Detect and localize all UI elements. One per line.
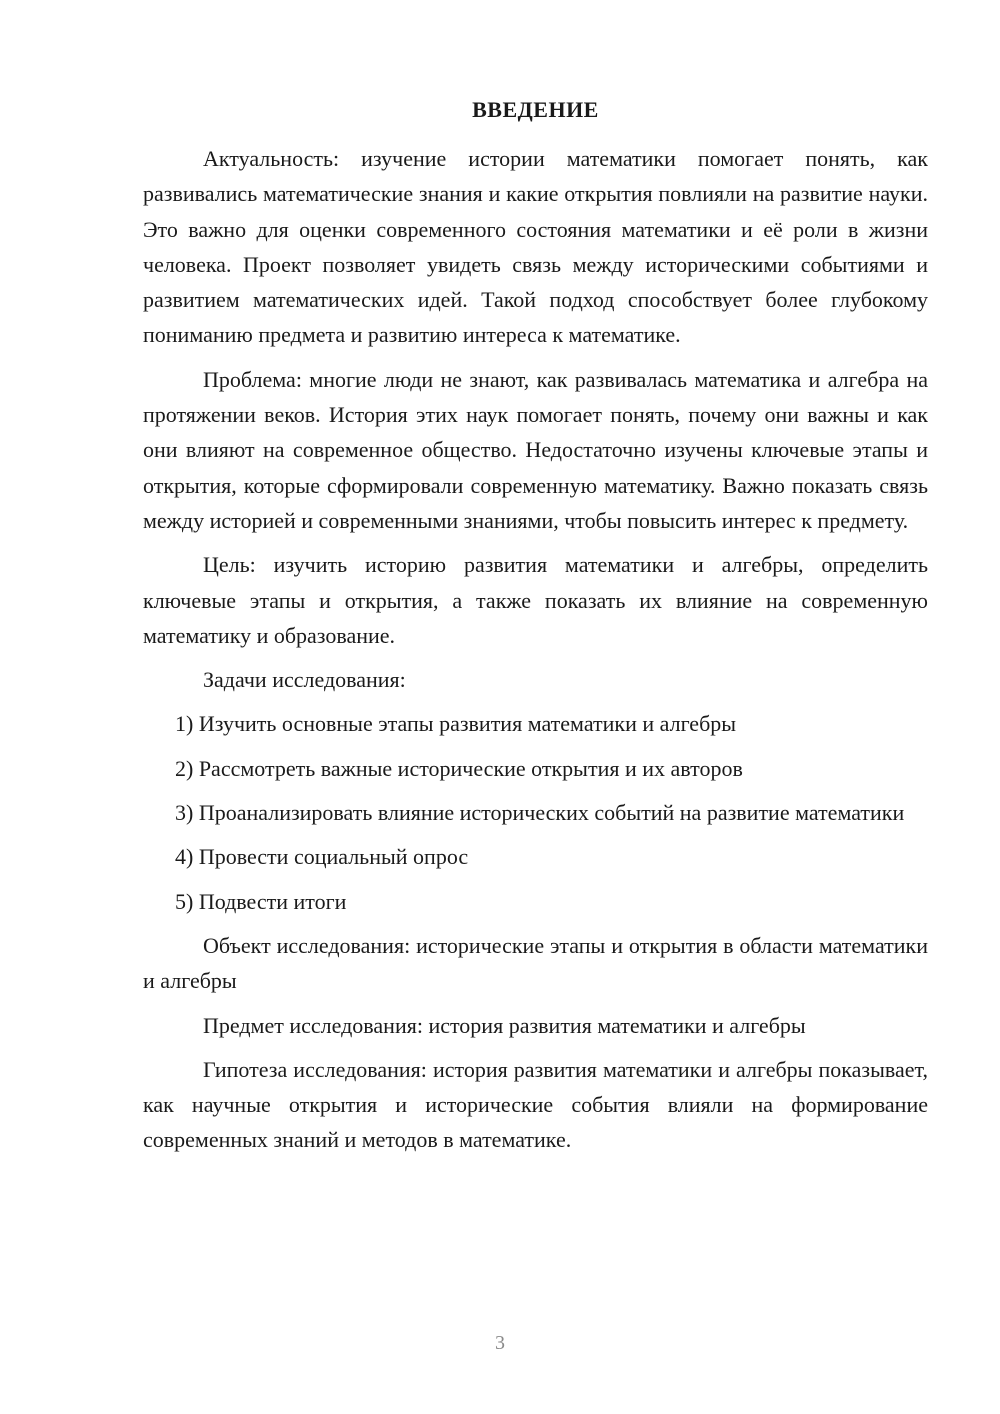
- paragraph-object: Объект исследования: исторические этапы и открытия в области математики и алгебры: [143, 932, 928, 994]
- task-item: 4) Провести социальный опрос: [175, 844, 469, 870]
- task-item: 3) Проанализировать влияние исторических событий на развитие математики: [175, 800, 905, 826]
- task-item: 2) Рассмотреть важные исторические открытия и их авторов: [175, 755, 743, 781]
- paragraph-goal: Цель: изучить историю развития математики и алгебры, определить ключевые этапы и открытия, а также показать их влияние на современную математику и образование.: [143, 552, 928, 648]
- paragraph-actuality: Актуальность: изучение истории математики помогает понять, как развивались математические знания и какие открытия повлияли на развитие науки. Это важно для оценки современного состояния математики и её роли в жизни человека. Проект позволяет увидеть связь между историческими событиями и развитием математических идей. Такой подход способствует более глубокому пониманию предмета и развитию интереса к математике.: [143, 146, 928, 348]
- paragraph-subject: Предмет исследования: история развития математики и алгебры: [203, 1012, 806, 1038]
- page-title: ВВЕДЕНИЕ: [472, 97, 599, 122]
- paragraph-problem: Проблема: многие люди не знают, как развивалась математика и алгебра на протяжении веков. История этих наук помогает понять, почему они важны и как они влияют на современное общество. Недостаточно изучены ключевые этапы и открытия, которые сформировали современную математику. Важно показать связь между историей и современными знаниями, чтобы повысить интерес к предмету.: [143, 366, 928, 533]
- document-page: [143, 95, 928, 1167]
- task-item: 1) Изучить основные этапы развития математики и алгебры: [175, 711, 737, 737]
- paragraph-hypothesis: Гипотеза исследования: история развития математики и алгебры показывает, как научные открытия и исторические события влияли на формирование современных знаний и методов в математике.: [143, 1056, 928, 1153]
- task-item: 5) Подвести итоги: [175, 888, 347, 914]
- tasks-heading: Задачи исследования:: [203, 667, 406, 693]
- page-number: 3: [495, 1332, 505, 1354]
